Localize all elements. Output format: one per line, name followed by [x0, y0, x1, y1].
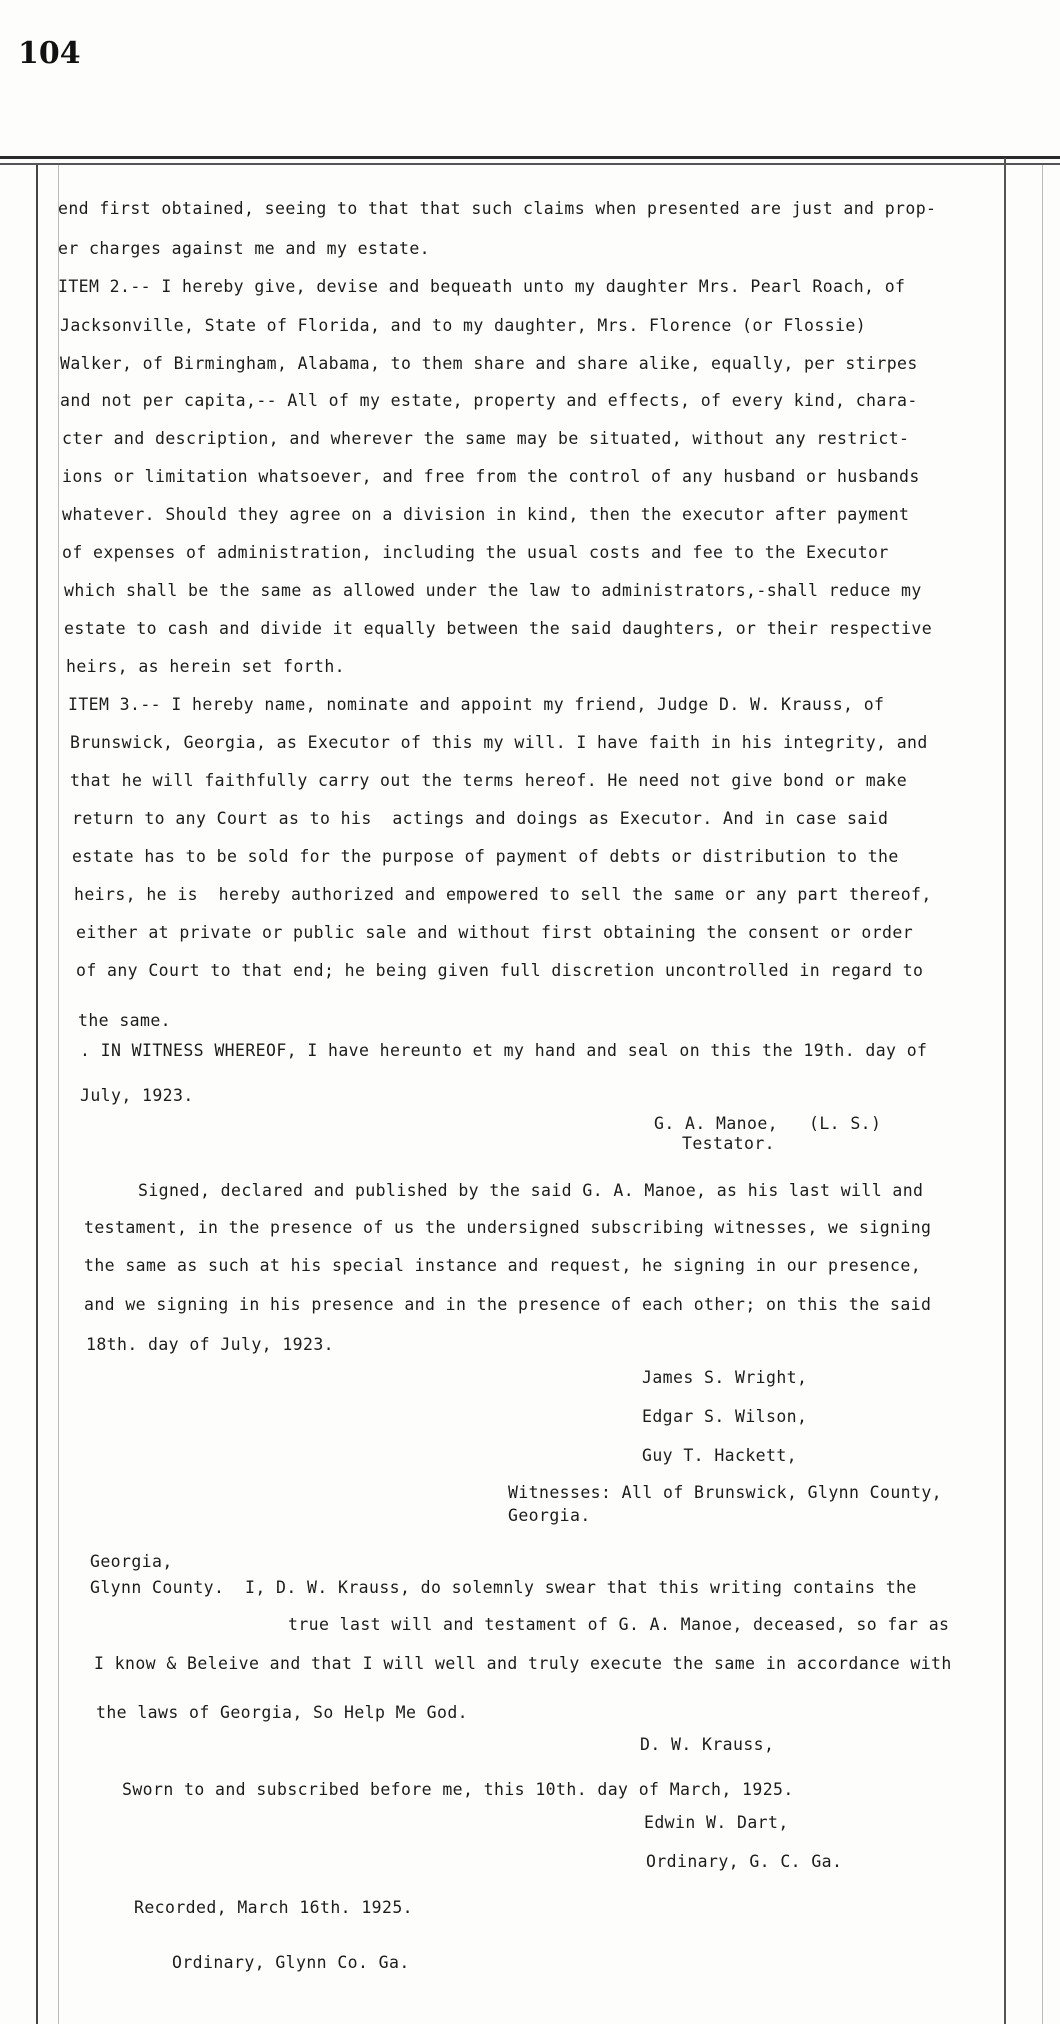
text-line: Testator.	[682, 1134, 776, 1153]
text-line: Edwin W. Dart,	[644, 1813, 789, 1832]
text-line: Witnesses: All of Brunswick, Glynn County,	[508, 1483, 943, 1502]
text-line: and we signing in his presence and in the presence of each other; on this the said	[84, 1295, 932, 1314]
text-line: the laws of Georgia, So Help Me God.	[96, 1703, 469, 1722]
text-line: whatever. Should they agree on a division in kind, then the executor after payment	[62, 505, 910, 524]
text-line: Recorded, March 16th. 1925.	[134, 1898, 414, 1917]
text-line: which shall be the same as allowed under the law to administrators,-shall reduce my	[64, 581, 922, 600]
text-line: James S. Wright,	[642, 1368, 808, 1387]
top-rule	[0, 156, 1060, 159]
text-line: Ordinary, Glynn Co. Ga.	[172, 1953, 410, 1972]
text-line: end first obtained, seeing to that that such claims when presented are just and prop-	[58, 199, 937, 218]
text-line: D. W. Krauss,	[640, 1735, 775, 1754]
text-line: Signed, declared and published by the said G. A. Manoe, as his last will and	[138, 1181, 924, 1200]
text-line: return to any Court as to his actings and doings as Executor. And in case said	[72, 809, 889, 828]
top-rule-secondary	[0, 163, 1060, 165]
text-line: true last will and testament of G. A. Manoe, deceased, so far as	[288, 1615, 950, 1634]
right-margin-line-faint	[1042, 165, 1043, 2024]
text-line: 18th. day of July, 1923.	[86, 1335, 335, 1354]
text-line: Walker, of Birmingham, Alabama, to them share and share alike, equally, per stirpes	[60, 354, 918, 373]
text-line: Glynn County. I, D. W. Krauss, do solemnly swear that this writing contains the	[90, 1578, 917, 1597]
right-margin-line	[1004, 158, 1006, 2024]
left-margin-line-faint	[58, 165, 59, 2024]
text-line: ions or limitation whatsoever, and free from the control of any husband or husbands	[62, 467, 920, 486]
text-line: Brunswick, Georgia, as Executor of this my will. I have faith in his integrity, and	[70, 733, 928, 752]
text-line: Edgar S. Wilson,	[642, 1407, 808, 1426]
text-line: ITEM 3.-- I hereby name, nominate and appoint my friend, Judge D. W. Krauss, of	[68, 695, 885, 714]
text-line: testament, in the presence of us the undersigned subscribing witnesses, we signing	[84, 1218, 932, 1237]
text-line: Georgia.	[508, 1506, 591, 1525]
text-line: heirs, as herein set forth.	[66, 657, 346, 676]
text-line: Jacksonville, State of Florida, and to my daughter, Mrs. Florence (or Flossie)	[60, 316, 867, 335]
text-line: Guy T. Hackett,	[642, 1446, 798, 1465]
text-line: cter and description, and wherever the same may be situated, without any restrict-	[62, 429, 910, 448]
text-line: and not per capita,-- All of my estate, property and effects, of every kind, chara-	[60, 391, 918, 410]
left-margin-line	[36, 165, 38, 2024]
text-line: July, 1923.	[80, 1086, 194, 1105]
text-line: ITEM 2.-- I hereby give, devise and bequeath unto my daughter Mrs. Pearl Roach, of	[58, 277, 906, 296]
text-line: er charges against me and my estate.	[58, 239, 431, 258]
text-line: Ordinary, G. C. Ga.	[646, 1852, 843, 1871]
text-line: of expenses of administration, including the usual costs and fee to the Executor	[62, 543, 889, 562]
text-line: . IN WITNESS WHEREOF, I have hereunto et my hand and seal on this the 19th. day of	[80, 1041, 928, 1060]
text-line: I know & Beleive and that I will well and truly execute the same in accordance with	[94, 1654, 952, 1673]
text-line: G. A. Manoe, (L. S.)	[654, 1114, 882, 1133]
text-line: estate to cash and divide it equally between the said daughters, or their respective	[64, 619, 933, 638]
text-line: Georgia,	[90, 1552, 173, 1571]
text-line: estate has to be sold for the purpose of payment of debts or distribution to the	[72, 847, 899, 866]
text-line: Sworn to and subscribed before me, this 10th. day of March, 1925.	[122, 1780, 794, 1799]
text-line: the same as such at his special instance and request, he signing in our presence,	[84, 1256, 922, 1275]
page-number: 104	[18, 36, 81, 71]
text-line: heirs, he is hereby authorized and empowered to sell the same or any part thereof,	[74, 885, 932, 904]
text-line: that he will faithfully carry out the terms hereof. He need not give bond or make	[70, 771, 908, 790]
text-line: either at private or public sale and without first obtaining the consent or order	[76, 923, 914, 942]
text-line: of any Court to that end; he being given full discretion uncontrolled in regard to	[76, 961, 924, 980]
text-line: the same.	[78, 1011, 172, 1030]
